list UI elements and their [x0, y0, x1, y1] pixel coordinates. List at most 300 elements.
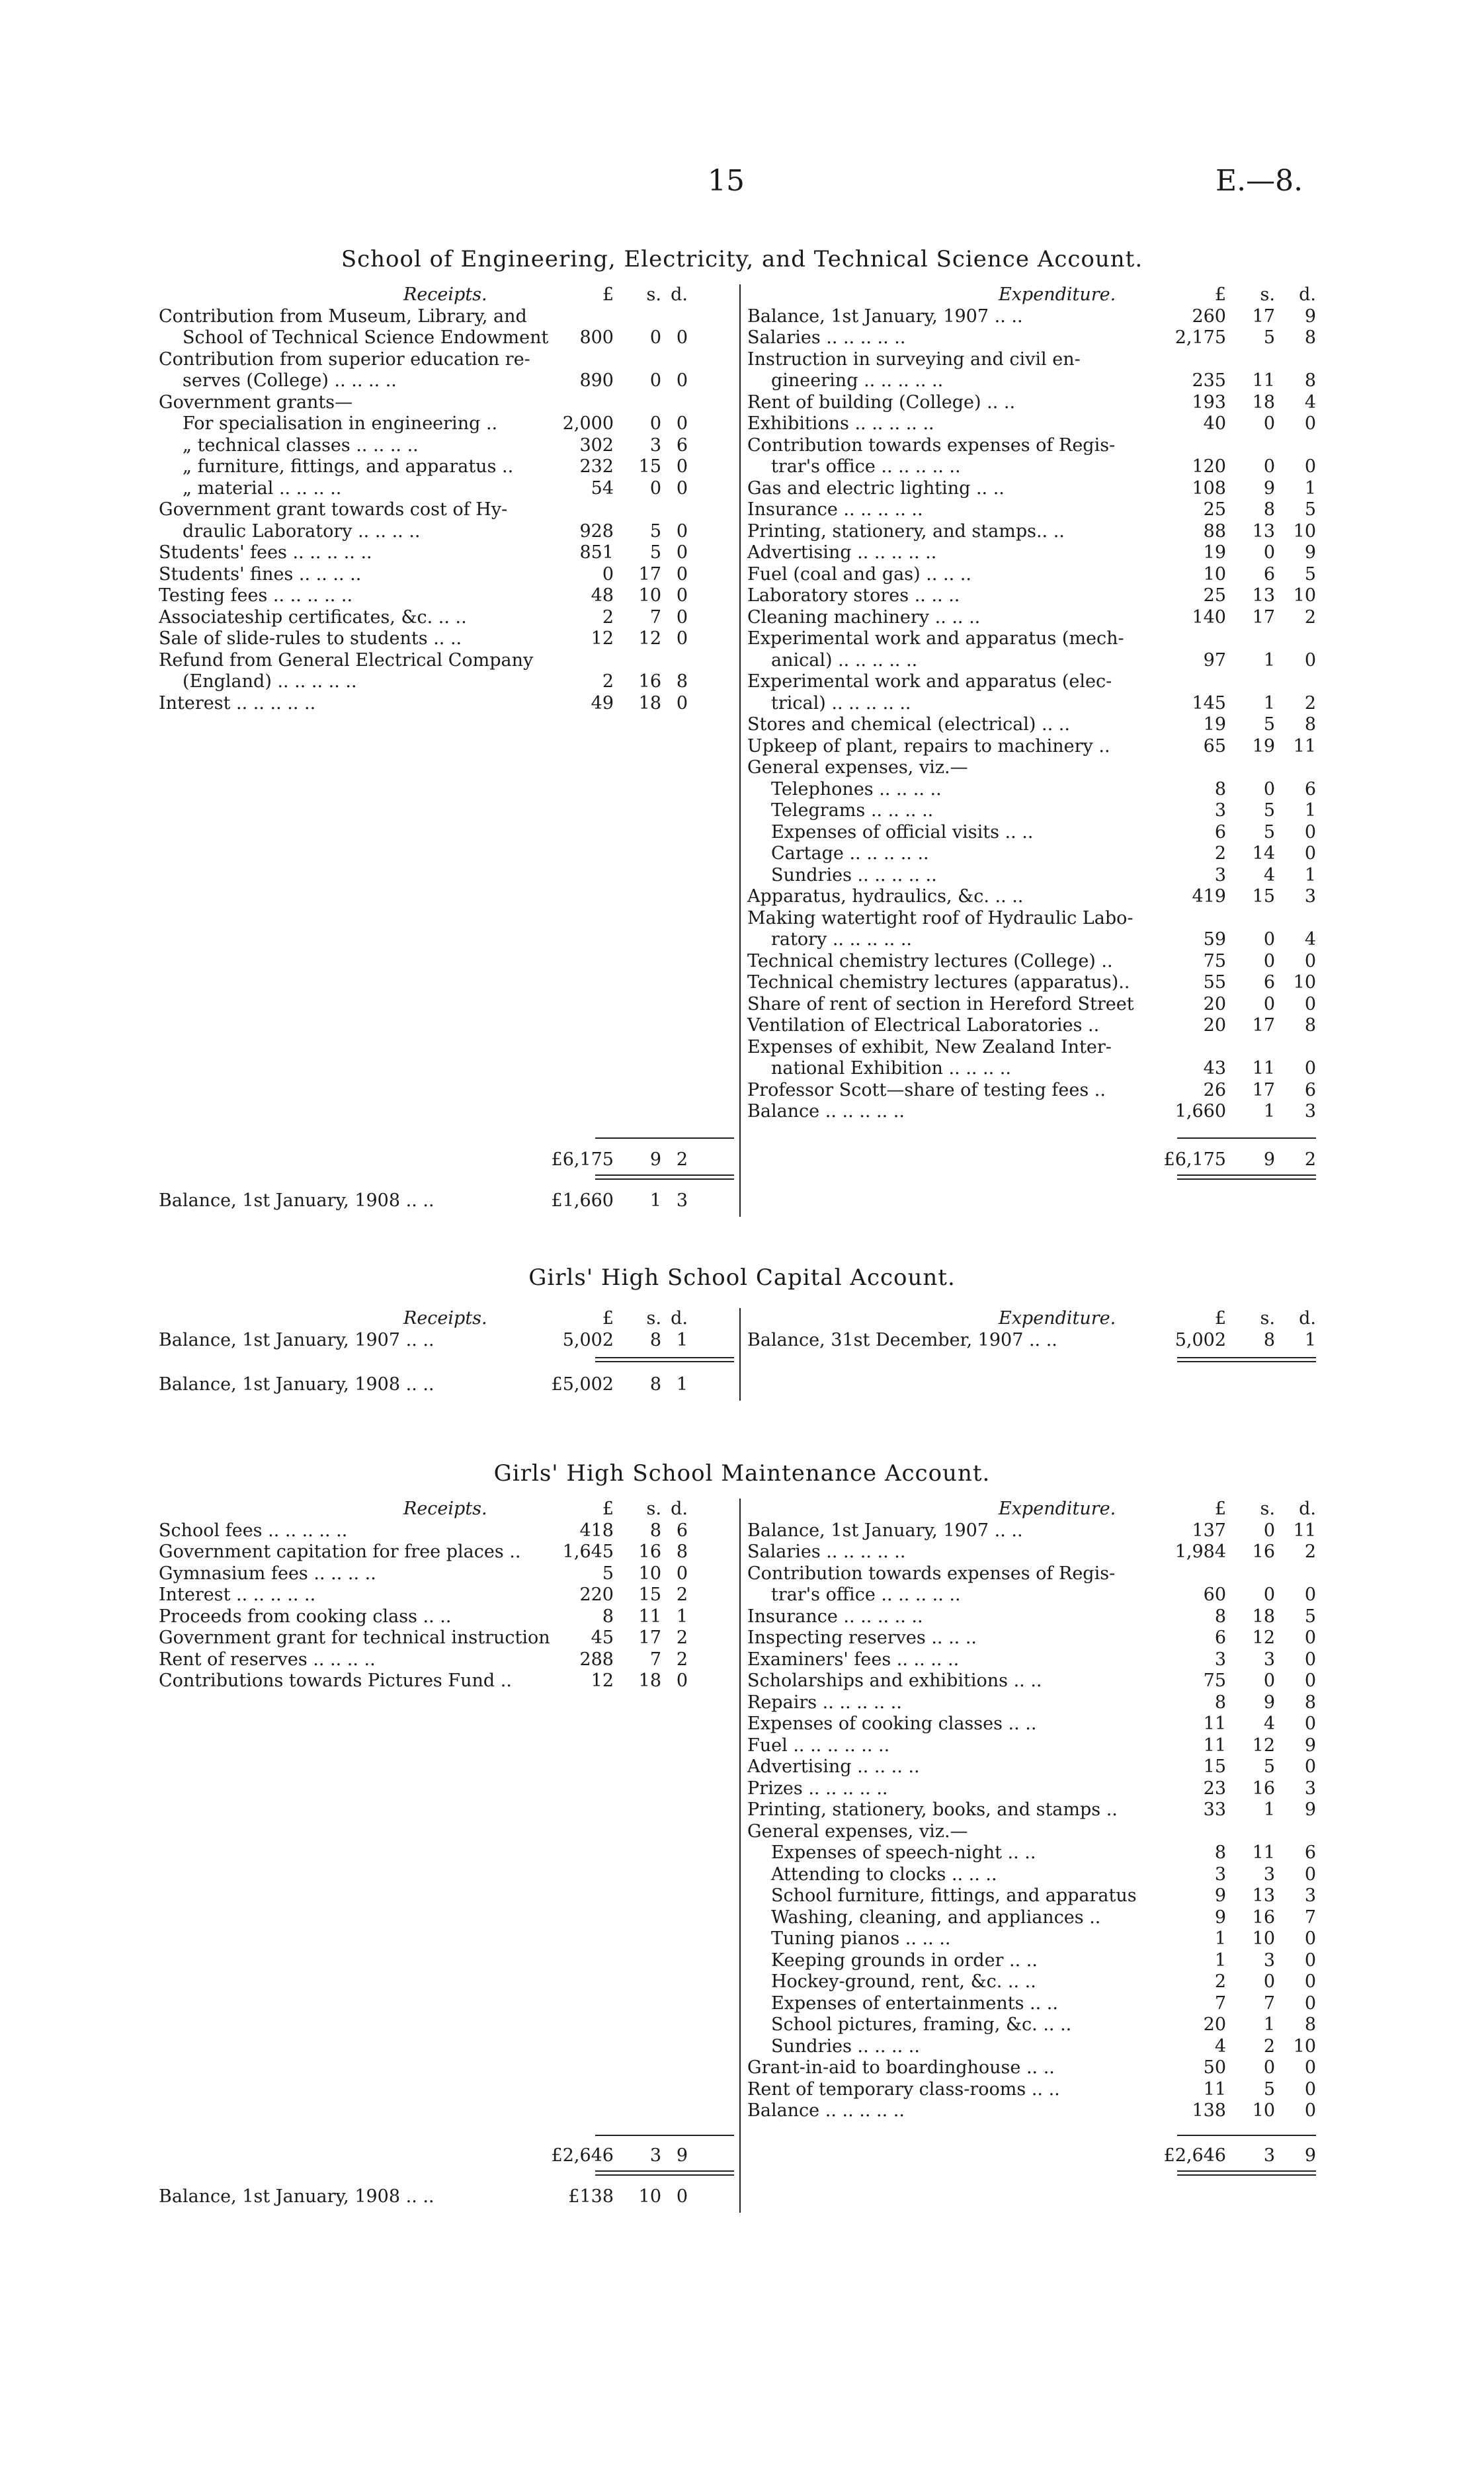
- capital-expenditure-row: [747, 1330, 1316, 1352]
- ledger-row: [747, 2057, 1316, 2079]
- pounds-heading: £: [602, 1308, 614, 1329]
- ledger-item-label: Washing, cleaning, and appliances ..: [771, 1907, 1101, 1928]
- ledger-shillings: 17: [638, 563, 661, 585]
- ledger-shillings: 12: [1252, 1735, 1275, 1756]
- ledger-shillings: 5: [1263, 800, 1275, 821]
- ledger-pence: 0: [676, 1563, 688, 1584]
- capital-expenditure: [747, 1308, 1316, 1351]
- expenditure-pence: 1: [1304, 1329, 1316, 1350]
- ledger-row: [747, 972, 1316, 994]
- ledger-pence: 8: [1304, 2014, 1316, 2035]
- ledger-shillings: 19: [1252, 735, 1275, 757]
- ledger-row: [159, 585, 727, 607]
- ledger-row: [747, 886, 1316, 908]
- balance-pence: 0: [676, 2186, 688, 2207]
- ledger-pounds: 140: [1192, 606, 1226, 628]
- ledger-row: [747, 1563, 1316, 1585]
- ledger-row: [747, 865, 1316, 887]
- ledger-row: [747, 800, 1316, 822]
- ledger-pounds: 2: [1214, 843, 1226, 864]
- ledger-pounds: 12: [591, 1670, 614, 1691]
- ledger-row: [747, 1907, 1316, 1929]
- ledger-pence: 0: [1304, 843, 1316, 864]
- ledger-shillings: 13: [1252, 1885, 1275, 1906]
- balance-pounds: £138: [568, 2186, 614, 2207]
- ledger-item-label: Share of rent of section in Hereford Street: [747, 993, 1134, 1014]
- ledger-pence: 0: [676, 520, 688, 542]
- ledger-pence: 0: [1304, 950, 1316, 971]
- pence-heading: d.: [671, 1499, 688, 1519]
- total-shillings: 9: [649, 1149, 661, 1170]
- pence-heading: d.: [1299, 1308, 1316, 1329]
- ledger-item-label: Proceeds from cooking class .. ..: [159, 1606, 452, 1627]
- ledger-shillings: 0: [1263, 950, 1275, 971]
- ledger-shillings: 11: [1252, 1842, 1275, 1863]
- ledger-item-label: gineering .. .. .. .. ..: [771, 370, 944, 391]
- ledger-pounds: 1,645: [562, 1542, 614, 1562]
- ledger-pence: 0: [676, 692, 688, 714]
- total-shillings: 9: [1263, 1149, 1275, 1170]
- ledger-row: [159, 564, 727, 586]
- ledger-pounds: 0: [602, 563, 614, 585]
- ledger-row: [747, 1950, 1316, 1972]
- ledger-pence: 0: [676, 563, 688, 585]
- ledger-pounds: 9: [1214, 1907, 1226, 1928]
- ledger-pence: 8: [676, 671, 688, 692]
- ledger-pence: 2: [1304, 1542, 1316, 1562]
- ledger-pence: 1: [676, 1606, 688, 1627]
- ledger-pence: 2: [676, 1649, 688, 1670]
- ledger-pence: 0: [676, 477, 688, 499]
- ledger-item-label: Exhibitions .. .. .. .. ..: [747, 413, 934, 434]
- ledger-item-label: School furniture, fittings, and apparatus: [771, 1885, 1137, 1906]
- pence-heading: d.: [1299, 1499, 1316, 1519]
- ledger-item-label: Rent of reserves .. .. .. ..: [159, 1649, 376, 1670]
- maintenance-expenditure-total: [747, 2145, 1316, 2167]
- ledger-item-label: trar's office .. .. .. .. ..: [771, 1584, 961, 1605]
- ledger-shillings: 11: [638, 1606, 661, 1627]
- expenditure-label: Balance, 31st December, 1907 .. ..: [747, 1329, 1057, 1350]
- engineering-expenditure-dbl-rule-2: [1177, 1178, 1316, 1180]
- ledger-row: [747, 1080, 1316, 1102]
- ledger-pounds: 3: [1214, 1649, 1226, 1670]
- ledger-row: [747, 370, 1316, 392]
- ledger-shillings: 15: [638, 1584, 661, 1605]
- ledger-item-label: ratory .. .. .. .. ..: [771, 929, 913, 950]
- ledger-pence: 4: [1304, 391, 1316, 413]
- total-pounds: £6,175: [551, 1149, 614, 1170]
- ledger-shillings: 0: [1263, 1971, 1275, 1992]
- ledger-pounds: 12: [591, 628, 614, 649]
- ledger-row: [159, 413, 727, 435]
- ledger-pence: 4: [1304, 929, 1316, 950]
- ledger-shillings: 15: [1252, 886, 1275, 907]
- ledger-row: [747, 607, 1316, 629]
- ledger-pence: 8: [676, 1542, 688, 1562]
- capital-receipts: [159, 1308, 727, 1351]
- ledger-pounds: 20: [1203, 1015, 1226, 1036]
- ledger-item-label: Expenses of entertainments .. ..: [771, 1993, 1058, 2014]
- ledger-pence: 3: [1304, 1778, 1316, 1799]
- receipt-shillings: 8: [649, 1329, 661, 1350]
- ledger-pounds: 75: [1203, 1670, 1226, 1691]
- ledger-shillings: 6: [1263, 563, 1275, 585]
- ledger-pence: 0: [1304, 1670, 1316, 1691]
- ledger-shillings: 3: [1263, 1649, 1275, 1670]
- ledger-shillings: 17: [1252, 306, 1275, 327]
- expenditure-shillings: 8: [1263, 1329, 1275, 1350]
- ledger-row: [159, 650, 727, 672]
- ledger-item-label: Fuel .. .. .. .. .. ..: [747, 1735, 890, 1756]
- capital-exp-rule: [1177, 1357, 1316, 1358]
- ledger-pence: 8: [1304, 714, 1316, 735]
- ledger-item-label: Expenses of official visits .. ..: [771, 821, 1034, 843]
- ledger-shillings: 10: [1252, 2100, 1275, 2121]
- ledger-pence: 2: [1304, 692, 1316, 714]
- ledger-shillings: 18: [638, 692, 661, 714]
- ledger-pounds: 800: [579, 327, 614, 348]
- ledger-item-label: Interest .. .. .. .. ..: [159, 1584, 316, 1605]
- ledger-pence: 1: [1304, 477, 1316, 499]
- ledger-row: [747, 1058, 1316, 1080]
- ledger-item-label: Contribution from Museum, Library, and: [159, 306, 527, 327]
- ledger-item-label: Stores and chemical (electrical) .. ..: [747, 714, 1070, 735]
- ledger-item-label: draulic Laboratory .. .. .. ..: [183, 520, 421, 542]
- maintenance-receipts-rule: [595, 2135, 734, 2136]
- ledger-pounds: 40: [1203, 413, 1226, 434]
- total-pounds: £2,646: [551, 2145, 614, 2166]
- ledger-item-label: Inspecting reserves .. .. ..: [747, 1627, 977, 1648]
- ledger-pounds: 2,175: [1175, 327, 1226, 348]
- ledger-shillings: 5: [649, 520, 661, 542]
- ledger-item-label: Balance, 1st January, 1907 .. ..: [747, 306, 1023, 327]
- ledger-shillings: 0: [1263, 413, 1275, 434]
- ledger-item-label: Balance .. .. .. .. ..: [747, 1101, 905, 1122]
- maintenance-expenditure-dbl-rule-2: [1177, 2174, 1316, 2176]
- ledger-pounds: 20: [1203, 993, 1226, 1014]
- ledger-pence: 0: [1304, 413, 1316, 434]
- ledger-shillings: 3: [649, 434, 661, 456]
- ledger-item-label: Telephones .. .. .. ..: [771, 778, 942, 800]
- ledger-row: [159, 456, 727, 478]
- ledger-pence: 10: [1293, 972, 1316, 993]
- shillings-heading: s.: [1260, 284, 1275, 305]
- ledger-pence: 0: [676, 1670, 688, 1691]
- ledger-pence: 0: [1304, 1864, 1316, 1885]
- total-pence: 2: [676, 1149, 688, 1170]
- ledger-row: [747, 2100, 1316, 2122]
- ledger-shillings: 0: [1263, 1670, 1275, 1691]
- ledger-pounds: 15: [1203, 1756, 1226, 1777]
- ledger-shillings: 1: [1263, 692, 1275, 714]
- ledger-row: [159, 327, 727, 349]
- ledger-item-label: Contribution towards expenses of Regis-: [747, 1563, 1116, 1584]
- ledger-item-label: Scholarships and exhibitions .. ..: [747, 1670, 1042, 1691]
- capital-expenditure-header: [747, 1308, 1316, 1330]
- ledger-row: [159, 671, 727, 693]
- ledger-item-label: Government grant towards cost of Hy-: [159, 499, 508, 520]
- ledger-pence: 2: [1304, 606, 1316, 628]
- ledger-row: [747, 1101, 1316, 1123]
- ledger-item-label: For specialisation in engineering ..: [183, 413, 498, 434]
- ledger-shillings: 10: [638, 1563, 661, 1584]
- ledger-row: [747, 327, 1316, 349]
- ledger-row: [159, 607, 727, 629]
- ledger-row: [159, 693, 727, 715]
- total-pounds: £6,175: [1163, 1149, 1226, 1170]
- ledger-row: [747, 2014, 1316, 2036]
- ledger-item-label: Contribution from superior education re-: [159, 349, 530, 370]
- engineering-balance-row: [159, 1190, 727, 1212]
- ledger-shillings: 10: [1252, 1928, 1275, 1949]
- ledger-shillings: 0: [1263, 1520, 1275, 1541]
- ledger-shillings: 9: [1263, 477, 1275, 499]
- ledger-row: [747, 929, 1316, 951]
- ledger-row: [747, 585, 1316, 607]
- ledger-pounds: 20: [1203, 2014, 1226, 2035]
- ledger-pence: 0: [1304, 2078, 1316, 2100]
- ledger-pence: 0: [1304, 2100, 1316, 2121]
- ledger-item-label: Cartage .. .. .. .. ..: [771, 843, 929, 864]
- ledger-pounds: 7: [1214, 1993, 1226, 2014]
- ledger-row: [747, 1735, 1316, 1757]
- ledger-row: [159, 1627, 727, 1649]
- ledger-row: [159, 499, 727, 521]
- ledger-shillings: 0: [649, 327, 661, 348]
- ledger-shillings: 7: [1263, 1993, 1275, 2014]
- ledger-row: [747, 1520, 1316, 1542]
- ledger-item-label: Government grants—: [159, 391, 353, 413]
- ledger-shillings: 0: [1263, 929, 1275, 950]
- balance-pence: 1: [676, 1374, 688, 1395]
- ledger-row: [747, 349, 1316, 371]
- ledger-pence: 3: [1304, 886, 1316, 907]
- ledger-pence: 1: [1304, 800, 1316, 821]
- ledger-row: [159, 1584, 727, 1606]
- ledger-shillings: 5: [1263, 714, 1275, 735]
- ledger-row: [747, 1756, 1316, 1778]
- ledger-pence: 0: [676, 327, 688, 348]
- ledger-pence: 0: [1304, 649, 1316, 671]
- pounds-heading: £: [602, 284, 614, 305]
- engineering-receipts-dbl-rule: [595, 1174, 734, 1176]
- ledger-row: [747, 757, 1316, 779]
- ledger-row: [747, 1885, 1316, 1907]
- ledger-row: [747, 499, 1316, 521]
- ledger-row: [747, 1778, 1316, 1800]
- ledger-pounds: 5: [602, 1563, 614, 1584]
- capital-title: Girls' High School Capital Account.: [528, 1264, 956, 1291]
- ledger-row: [747, 843, 1316, 865]
- ledger-row: [159, 306, 727, 328]
- ledger-item-label: Experimental work and apparatus (elec-: [747, 671, 1112, 692]
- capital-rule: [595, 1357, 734, 1358]
- ledger-pounds: 65: [1203, 735, 1226, 757]
- ledger-item-label: Telegrams .. .. .. ..: [771, 800, 934, 821]
- ledger-pounds: 45: [591, 1627, 614, 1648]
- ledger-row: [747, 908, 1316, 930]
- ledger-item-label: Printing, stationery, books, and stamps ..: [747, 1799, 1118, 1820]
- ledger-pounds: 302: [579, 434, 614, 456]
- capital-rule-2: [595, 1361, 734, 1362]
- pence-heading: d.: [1299, 284, 1316, 305]
- ledger-pounds: 851: [579, 542, 614, 563]
- expenditure-rows: [747, 306, 1316, 1123]
- ledger-pence: 0: [1304, 821, 1316, 843]
- ledger-pounds: 193: [1192, 391, 1226, 413]
- ledger-shillings: 18: [638, 1670, 661, 1691]
- ledger-item-label: Advertising .. .. .. ..: [747, 1756, 920, 1777]
- ledger-pence: 9: [1304, 1735, 1316, 1756]
- ledger-item-label: Insurance .. .. .. .. ..: [747, 499, 923, 520]
- ledger-pence: 0: [676, 456, 688, 477]
- expenditure-pounds: 5,002: [1175, 1329, 1226, 1350]
- ledger-shillings: 8: [1263, 499, 1275, 520]
- expenditure-heading: Expenditure.: [999, 1499, 1116, 1519]
- ledger-item-label: Gymnasium fees .. .. .. ..: [159, 1563, 376, 1584]
- ledger-item-label: Balance .. .. .. .. ..: [747, 2100, 905, 2121]
- shillings-heading: s.: [646, 1499, 661, 1519]
- engineering-expenditure-rule: [1177, 1137, 1316, 1139]
- pounds-heading: £: [1214, 1499, 1226, 1519]
- ledger-pounds: 55: [1203, 972, 1226, 993]
- ledger-pounds: 2: [602, 671, 614, 692]
- ledger-row: [747, 994, 1316, 1016]
- ledger-pence: 0: [1304, 1058, 1316, 1079]
- ledger-pounds: 120: [1192, 456, 1226, 477]
- ledger-pence: 0: [1304, 456, 1316, 477]
- ledger-pounds: 54: [591, 477, 614, 499]
- ledger-row: [747, 306, 1316, 328]
- ledger-item-label: (England) .. .. .. .. ..: [183, 671, 357, 692]
- balance-pence: 3: [676, 1190, 688, 1211]
- ledger-pounds: 235: [1192, 370, 1226, 391]
- ledger-item-label: Contribution towards expenses of Regis-: [747, 434, 1116, 456]
- shillings-heading: s.: [1260, 1308, 1275, 1329]
- ledger-shillings: 3: [1263, 1864, 1275, 1885]
- ledger-shillings: 8: [649, 1520, 661, 1541]
- ledger-shillings: 0: [649, 413, 661, 434]
- ledger-pounds: 97: [1203, 649, 1226, 671]
- ledger-item-label: Fuel (coal and gas) .. .. ..: [747, 563, 971, 585]
- pence-heading: d.: [671, 1308, 688, 1329]
- total-pence: 2: [1304, 1149, 1316, 1170]
- ledger-row: [159, 392, 727, 414]
- ledger-pence: 9: [1304, 542, 1316, 563]
- ledger-pounds: 48: [591, 585, 614, 606]
- ledger-item-label: Associateship certificates, &c. .. ..: [159, 606, 467, 628]
- ledger-pounds: 138: [1192, 2100, 1226, 2121]
- ledger-shillings: 4: [1263, 864, 1275, 885]
- ledger-item-label: anical) .. .. .. .. ..: [771, 649, 918, 671]
- total-shillings: 3: [1263, 2145, 1275, 2166]
- ledger-pounds: 33: [1203, 1799, 1226, 1820]
- ledger-pence: 10: [1293, 585, 1316, 606]
- ledger-row: [747, 2036, 1316, 2058]
- ledger-pence: 0: [1304, 1950, 1316, 1971]
- ledger-item-label: Cleaning machinery .. .. ..: [747, 606, 981, 628]
- maintenance-title: Girls' High School Maintenance Account.: [493, 1460, 991, 1487]
- ledger-shillings: 16: [1252, 1542, 1275, 1562]
- ledger-row: [747, 650, 1316, 672]
- balance-shillings: 10: [638, 2186, 661, 2207]
- balance-pounds: £5,002: [551, 1374, 614, 1395]
- ledger-pounds: 8: [1214, 1842, 1226, 1863]
- shillings-heading: s.: [1260, 1499, 1275, 1519]
- ledger-shillings: 5: [1263, 327, 1275, 348]
- ledger-pence: 6: [1304, 1842, 1316, 1863]
- ledger-row: [747, 693, 1316, 715]
- maintenance-expenditure-dbl-rule: [1177, 2170, 1316, 2172]
- ledger-pence: 0: [676, 370, 688, 391]
- ledger-shillings: 17: [1252, 606, 1275, 628]
- ledger-pounds: 49: [591, 692, 614, 714]
- ledger-shillings: 5: [1263, 2078, 1275, 2100]
- page-number: 15: [708, 164, 745, 198]
- pounds-heading: £: [602, 1499, 614, 1519]
- balance-label: Balance, 1st January, 1908 .. ..: [159, 2186, 434, 2207]
- ledger-row: [159, 1606, 727, 1628]
- ledger-shillings: 0: [1263, 456, 1275, 477]
- ledger-item-label: Instruction in surveying and civil en-: [747, 349, 1081, 370]
- ledger-shillings: 9: [1263, 1692, 1275, 1713]
- ledger-shillings: 10: [638, 585, 661, 606]
- ledger-pence: 3: [1304, 1101, 1316, 1122]
- ledger-pence: 0: [1304, 1993, 1316, 2014]
- ledger-row: [747, 521, 1316, 543]
- pounds-heading: £: [1214, 1308, 1226, 1329]
- ledger-item-label: Technical chemistry lectures (apparatus)..: [747, 972, 1130, 993]
- expenditure-rows: [747, 1520, 1316, 2122]
- ledger-pounds: 25: [1203, 585, 1226, 606]
- ledger-item-label: Rent of temporary class-rooms .. ..: [747, 2078, 1060, 2100]
- ledger-pounds: 3: [1214, 800, 1226, 821]
- capital-receipt-row: [159, 1330, 727, 1352]
- ledger-pence: 6: [1304, 778, 1316, 800]
- ledger-pounds: 4: [1214, 2036, 1226, 2057]
- ledger-shillings: 0: [1263, 993, 1275, 1014]
- ledger-pounds: 137: [1192, 1520, 1226, 1541]
- ledger-pence: 8: [1304, 327, 1316, 348]
- maintenance-expenditure-rule: [1177, 2135, 1316, 2136]
- ledger-item-label: Salaries .. .. .. .. ..: [747, 327, 906, 348]
- ledger-shillings: 0: [1263, 778, 1275, 800]
- ledger-pounds: 8: [1214, 1692, 1226, 1713]
- ledger-row: [159, 1670, 727, 1692]
- balance-label: Balance, 1st January, 1908 .. ..: [159, 1190, 434, 1211]
- ledger-item-label: national Exhibition .. .. .. ..: [771, 1058, 1011, 1079]
- ledger-row: [747, 628, 1316, 650]
- ledger-pence: 5: [1304, 1606, 1316, 1627]
- ledger-pence: 0: [1304, 1627, 1316, 1648]
- ledger-row: [747, 1993, 1316, 2015]
- engineering-receipts-total: [159, 1149, 727, 1171]
- ledger-item-label: Students' fees .. .. .. .. ..: [159, 542, 372, 563]
- ledger-pounds: 75: [1203, 950, 1226, 971]
- pence-heading: d.: [671, 284, 688, 305]
- ledger-pence: 8: [1304, 370, 1316, 391]
- ledger-pounds: 1: [1214, 1928, 1226, 1949]
- ledger-item-label: Expenses of speech-night .. ..: [771, 1842, 1036, 1863]
- ledger-item-label: Salaries .. .. .. .. ..: [747, 1542, 906, 1562]
- engineering-expenditure: [747, 284, 1316, 1123]
- ledger-item-label: School fees .. .. .. .. ..: [159, 1520, 348, 1541]
- ledger-row: [747, 779, 1316, 801]
- receipts-rows: [159, 1520, 727, 1692]
- ledger-shillings: 1: [1263, 649, 1275, 671]
- ledger-pounds: 6: [1214, 1627, 1226, 1648]
- ledger-item-label: Refund from General Electrical Company: [159, 649, 534, 671]
